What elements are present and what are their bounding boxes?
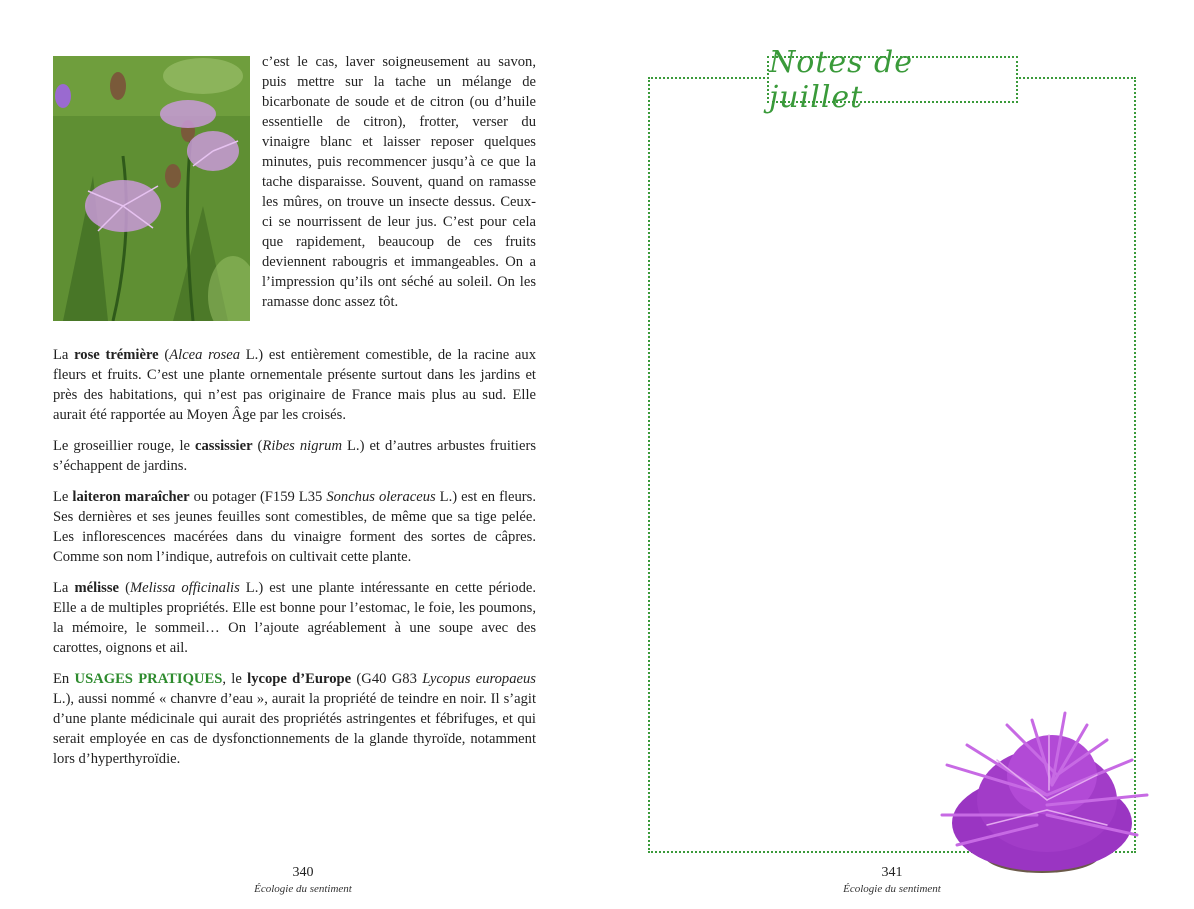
text: L.) est en fleurs. Ses dernières et ses jeunes feuilles sont comestibles, de même que sa tige pelée. Les inflorescences macérées dans du vinaigre forment des sortes de câpres. Comme son nom l’indique, autrefois on cultivait cette plante. bbox=[53, 489, 536, 565]
notes-title: Notes de juillet bbox=[767, 56, 1018, 103]
text: , le bbox=[222, 671, 248, 687]
paragraph-lycope bbox=[53, 669, 536, 769]
page-number: 340 bbox=[292, 865, 314, 880]
text: Le bbox=[53, 489, 73, 505]
term: cassissier bbox=[194, 438, 253, 454]
term: laiteron maraîcher bbox=[72, 489, 190, 505]
text: ou potager (F159 L35 bbox=[189, 489, 327, 505]
text: Le groseillier rouge, le bbox=[53, 438, 195, 454]
right-page bbox=[597, 0, 1194, 909]
text: La bbox=[53, 580, 75, 596]
text: ( bbox=[252, 438, 263, 454]
latin-name: Alcea rosea bbox=[169, 347, 241, 363]
left-folio bbox=[203, 864, 403, 896]
text: ( bbox=[119, 580, 130, 596]
wrap-paragraph: c’est le cas, laver soigneusement au savon, puis mettre sur la tache un mélange de bicarbonate de soude et de citron (ou d’huile essentielle de citron), frotter, verser du vinaigre blanc et laisser reposer quelques minutes, puis recommencer jusqu’à ce que la tache disparaisse. Souvent, quand on ramasse les mûres, on trouve un insecte dessus. Ceux-ci se nourrissent de leur jus. C’est pour cela que rapidement, beaucoup de ces fruits deviennent rabougris et immangeables. On a l’impression qu’ils ont séché au soleil. On les ramasse donc assez tôt. bbox=[262, 54, 536, 310]
main-text bbox=[53, 345, 536, 780]
text: (G40 G83 bbox=[351, 671, 423, 687]
text: La bbox=[53, 347, 75, 363]
page-number: 341 bbox=[881, 865, 903, 880]
text: L.) est entièrement comestible, de la racine aux fleurs et fruits. C’est une plante ornementale présente surtout dans les jardins et près des habitations, qui n’est pas originaire de France mais plus au sud. Elle aurait été rapportée au Moyen Âge par les croisés. bbox=[53, 347, 536, 423]
text: L.) et d’autres arbustes fruitiers s’échappent de jardins. bbox=[53, 438, 537, 474]
text: L.), aussi nommé « chanvre d’eau », aurait la propriété de teindre en noir. Il s’agit d’une plante médicinale qui aurait des propriétés astringentes et fébrifuges, et qui serait employée en cas de dysfonctionnements de la glande thyroïde, notamment lors d’hyperthyroïdie. bbox=[53, 691, 536, 767]
knapweed-photo bbox=[53, 56, 250, 321]
term: lycope d’Europe bbox=[247, 671, 352, 687]
text: L.) est une plante intéressante en cette période. Elle a de multiples propriétés. Elle est bonne pour l’estomac, le foie, les poumons, la mémoire, le sommeil… On l’ajoute agréablement à une soupe avec des carottes, oignons et ail. bbox=[53, 580, 536, 656]
thistle-flower-image bbox=[937, 705, 1157, 875]
paragraph-laiteron bbox=[53, 487, 536, 567]
paragraph-cassissier bbox=[53, 436, 536, 476]
paragraph-melisse bbox=[53, 578, 536, 658]
latin-name: Ribes nigrum bbox=[262, 438, 343, 454]
latin-name: Melissa officinalis bbox=[129, 580, 240, 596]
text: ( bbox=[158, 347, 170, 363]
text: En bbox=[53, 671, 75, 687]
term: rose trémière bbox=[74, 347, 159, 363]
running-footer: Écologie du sentiment bbox=[843, 883, 941, 895]
right-folio bbox=[792, 864, 992, 896]
running-footer: Écologie du sentiment bbox=[254, 883, 352, 895]
paragraph-rose-tremiere bbox=[53, 345, 536, 425]
latin-name: Lycopus europaeus bbox=[422, 671, 536, 687]
section-label: USAGES PRATIQUES bbox=[74, 671, 223, 687]
latin-name: Sonchus oleraceus bbox=[326, 489, 436, 505]
term: mélisse bbox=[74, 580, 120, 596]
